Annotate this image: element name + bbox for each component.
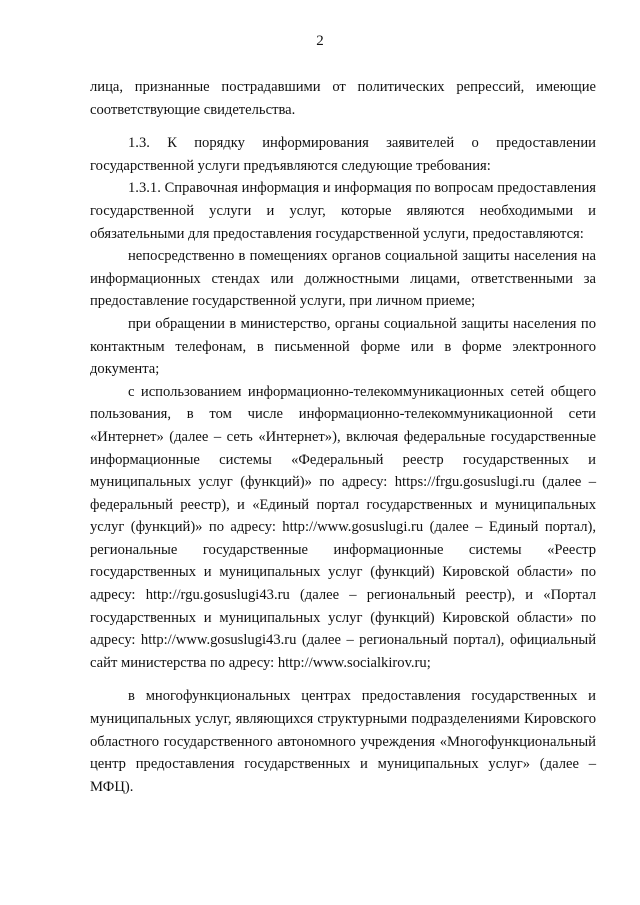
paragraph-in-person: непосредственно в помещениях органов социальной защиты населения на информационных стендах или должностными лицами, ответственными за предоставление государственной услуги, при личном приеме;: [90, 248, 596, 310]
paragraph-by-request: при обращении в министерство, органы социальной защиты населения по контактным телефонам, в письменной форме или в форме электронного документа;: [90, 315, 596, 378]
paragraph-1-3-1: 1.3.1. Справочная информация и информация по вопросам предоставления государственной услуги и услуг, которые являются необходимыми и обязательными для предоставления государственной услуги, предоставляются:: [90, 180, 596, 242]
paragraph-internet: с использованием информационно-телекоммуникационных сетей общего пользования, в том числе информационно-телекоммуникационной сети «Интернет» (далее – сеть «Интернет»), включая федеральные государственные информационные системы «Федеральный реестр государственных и муниципальных услуг (функций)» по адресу: https://frgu.gosuslugi.ru (далее – федеральный реестр), и «Единый портал государственных и муниципальных услуг (функций)» по адресу: http://www.gosuslugi.ru (далее – Единый портал), региональные государственные информационные системы «Реестр государственных и муниципальных услуг (функций) Кировской области» по адресу: http://rgu.gosuslugi43.ru (далее – региональный реестр), и «Портал государственных и муниципальных услуг (функций) Кировской области» по адресу: http://www.gosuslugi43.ru (далее – региональный портал), официальный сайт министерства по адресу: http://www.socialkirov.ru;: [90, 383, 596, 671]
document-body: [90, 76, 596, 798]
paragraph-mfc: в многофункциональных центрах предоставления государственных и муниципальных услуг, являющихся структурными подразделениями Кировского областного государственного автономного учреждения «Многофункциональный центр предоставления государственных и муниципальных услуг» (далее – МФЦ).: [90, 688, 596, 795]
page-number: 2: [316, 33, 324, 49]
paragraph-continuation: лица, признанные пострадавшими от политических репрессий, имеющие соответствующие свидетельства.: [90, 79, 596, 118]
paragraph-1-3: 1.3. К порядку информирования заявителей о предоставлении государственной услуги предъявляются следующие требования:: [90, 135, 596, 174]
